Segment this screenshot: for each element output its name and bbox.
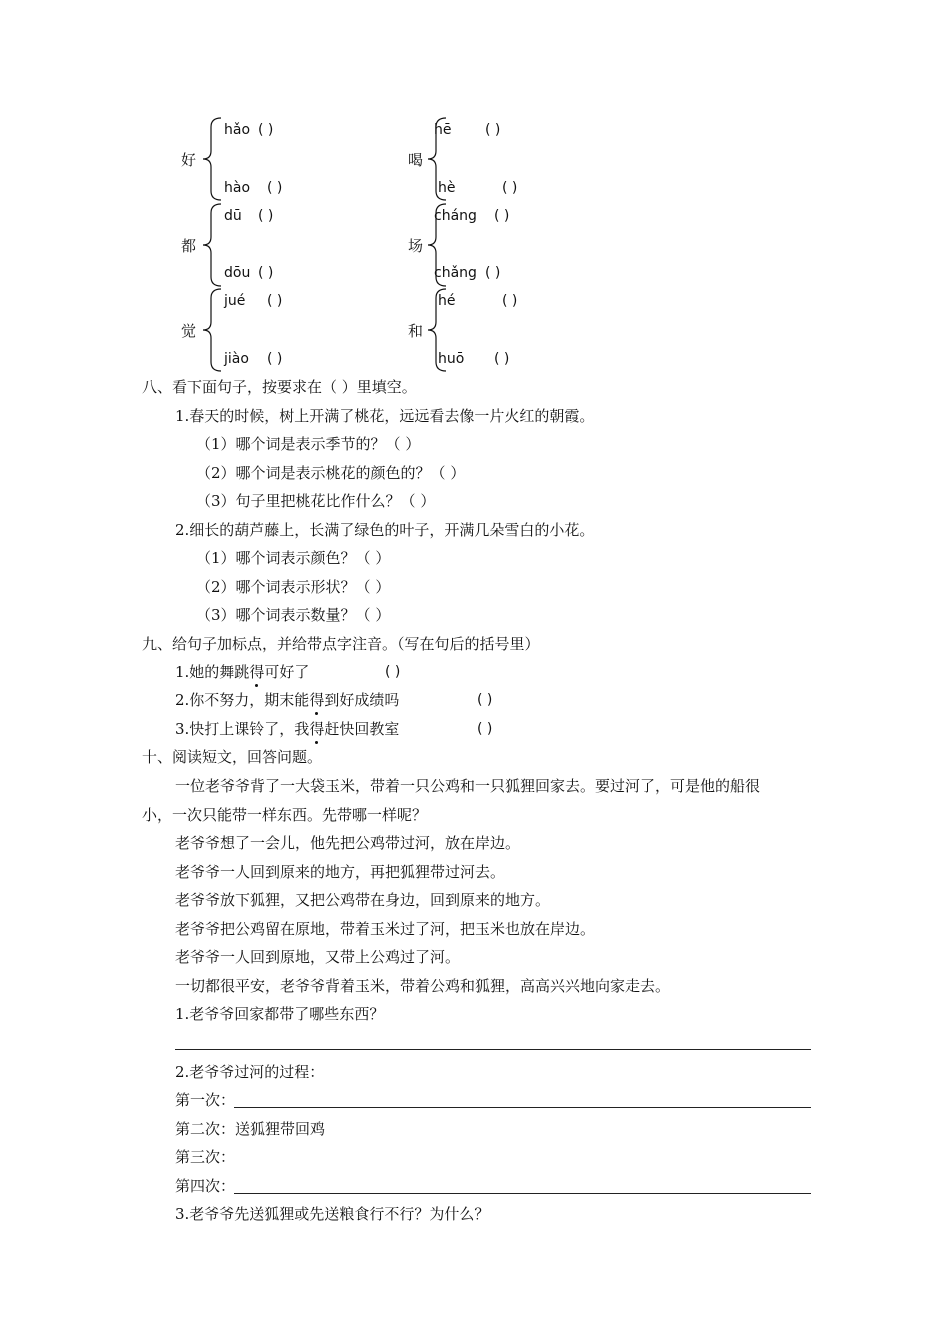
pinyin: hǎo: [224, 122, 251, 138]
question-text: 可好了: [264, 663, 310, 681]
dotted-char: 得: [309, 720, 325, 738]
answer-blank[interactable]: ( ): [267, 351, 283, 367]
passage-line: 老爷爷放下狐狸，又把公鸡带在身边，回到原来的地方。: [175, 891, 551, 909]
answer-line[interactable]: [234, 1193, 811, 1194]
answer-blank[interactable]: ( ): [477, 692, 493, 708]
punctuation-question: [175, 719, 399, 739]
answer-blank[interactable]: ( ): [494, 351, 510, 367]
poly-char: 和: [408, 322, 424, 340]
dotted-char: 得: [249, 663, 265, 681]
pinyin: jiào: [224, 351, 249, 367]
question-text: 1.她的舞跳: [175, 663, 250, 681]
step-label: 第二次：送狐狸带回鸡: [175, 1120, 326, 1138]
pinyin: hè: [438, 180, 456, 196]
question[interactable]: （1）哪个词是表示季节的？（ ）: [196, 435, 421, 453]
section-heading: 八、看下面句子，按要求在（ ）里填空。: [142, 378, 417, 396]
pinyin: jué: [224, 293, 246, 309]
pinyin: dū: [224, 208, 242, 224]
pinyin: hào: [224, 180, 251, 196]
section-heading: 九、给句子加标点，并给带点字注音。（写在句后的括号里）: [142, 635, 540, 653]
punctuation-question: [175, 690, 399, 710]
brace-icon: [201, 203, 225, 287]
question[interactable]: （3）哪个词表示数量？（ ）: [196, 606, 391, 624]
answer-blank[interactable]: ( ): [502, 180, 518, 196]
answer-blank[interactable]: ( ): [258, 265, 274, 281]
poly-char: 都: [181, 237, 197, 255]
question: 1.老爷爷回家都带了哪些东西？: [175, 1005, 385, 1023]
passage-line: 老爷爷想了一会儿，他先把公鸡带过河，放在岸边。: [175, 834, 521, 852]
pinyin: hé: [438, 293, 456, 309]
passage-line: 老爷爷把公鸡留在原地，带着玉米过了河，把玉米也放在岸边。: [175, 920, 596, 938]
brace-icon: [201, 117, 225, 201]
answer-blank[interactable]: ( ): [267, 293, 283, 309]
answer-blank[interactable]: ( ): [258, 208, 274, 224]
question[interactable]: （2）哪个词是表示桃花的颜色的？（ ）: [196, 464, 466, 482]
answer-blank[interactable]: ( ): [477, 721, 493, 737]
question-text: 赶快回教室: [324, 720, 400, 738]
question[interactable]: （3）句子里把桃花比作什么？（ ）: [196, 492, 436, 510]
pinyin: hē: [434, 122, 452, 138]
sentence: 1.春天的时候，树上开满了桃花，远远看去像一片火红的朝霞。: [175, 407, 595, 425]
question[interactable]: （2）哪个词表示形状？（ ）: [196, 578, 391, 596]
question: 3.老爷爷先送狐狸或先送粮食行不行？为什么？: [175, 1205, 490, 1223]
question-text: 到好成绩吗: [324, 691, 400, 709]
answer-line[interactable]: [175, 1049, 811, 1050]
sentence: 2.细长的葫芦藤上，长满了绿色的叶子，开满几朵雪白的小花。: [175, 521, 595, 539]
answer-line[interactable]: [234, 1107, 811, 1108]
answer-blank[interactable]: ( ): [494, 208, 510, 224]
step-label: 第四次：: [175, 1177, 236, 1195]
answer-blank[interactable]: ( ): [485, 122, 501, 138]
answer-blank[interactable]: ( ): [502, 293, 518, 309]
question: 2.老爷爷过河的过程：: [175, 1063, 325, 1081]
poly-char: 好: [181, 151, 197, 169]
section-heading: 十、阅读短文，回答问题。: [142, 748, 323, 766]
answer-blank[interactable]: ( ): [267, 180, 283, 196]
dotted-char: 得: [309, 691, 325, 709]
brace-icon: [201, 288, 225, 372]
question[interactable]: （1）哪个词表示颜色？（ ）: [196, 549, 391, 567]
answer-blank[interactable]: ( ): [385, 664, 401, 680]
passage-line: 小，一次只能带一样东西。先带哪一样呢？: [142, 806, 428, 824]
answer-blank[interactable]: ( ): [258, 122, 274, 138]
passage-line: 老爷爷一人回到原地，又带上公鸡过了河。: [175, 948, 461, 966]
question-text: 3.快打上课铃了，我: [175, 720, 310, 738]
poly-char: 觉: [181, 322, 197, 340]
punctuation-question: [175, 662, 309, 682]
answer-blank[interactable]: ( ): [485, 265, 501, 281]
pinyin: dōu: [224, 265, 251, 281]
pinyin: huō: [438, 351, 465, 367]
passage-line: 老爷爷一人回到原来的地方，再把狐狸带过河去。: [175, 863, 506, 881]
pinyin: cháng: [434, 208, 477, 224]
step-label: 第三次：: [175, 1148, 236, 1166]
passage-line: 一位老爷爷背了一大袋玉米，带着一只公鸡和一只狐狸回家去。要过河了，可是他的船很: [175, 777, 761, 795]
step-label: 第一次：: [175, 1091, 236, 1109]
poly-char: 喝: [408, 151, 424, 169]
question-text: 2.你不努力，期末能: [175, 691, 310, 709]
passage-line: 一切都很平安，老爷爷背着玉米，带着公鸡和狐狸，高高兴兴地向家走去。: [175, 977, 671, 995]
poly-char: 场: [408, 237, 424, 255]
pinyin: chǎng: [434, 265, 477, 281]
